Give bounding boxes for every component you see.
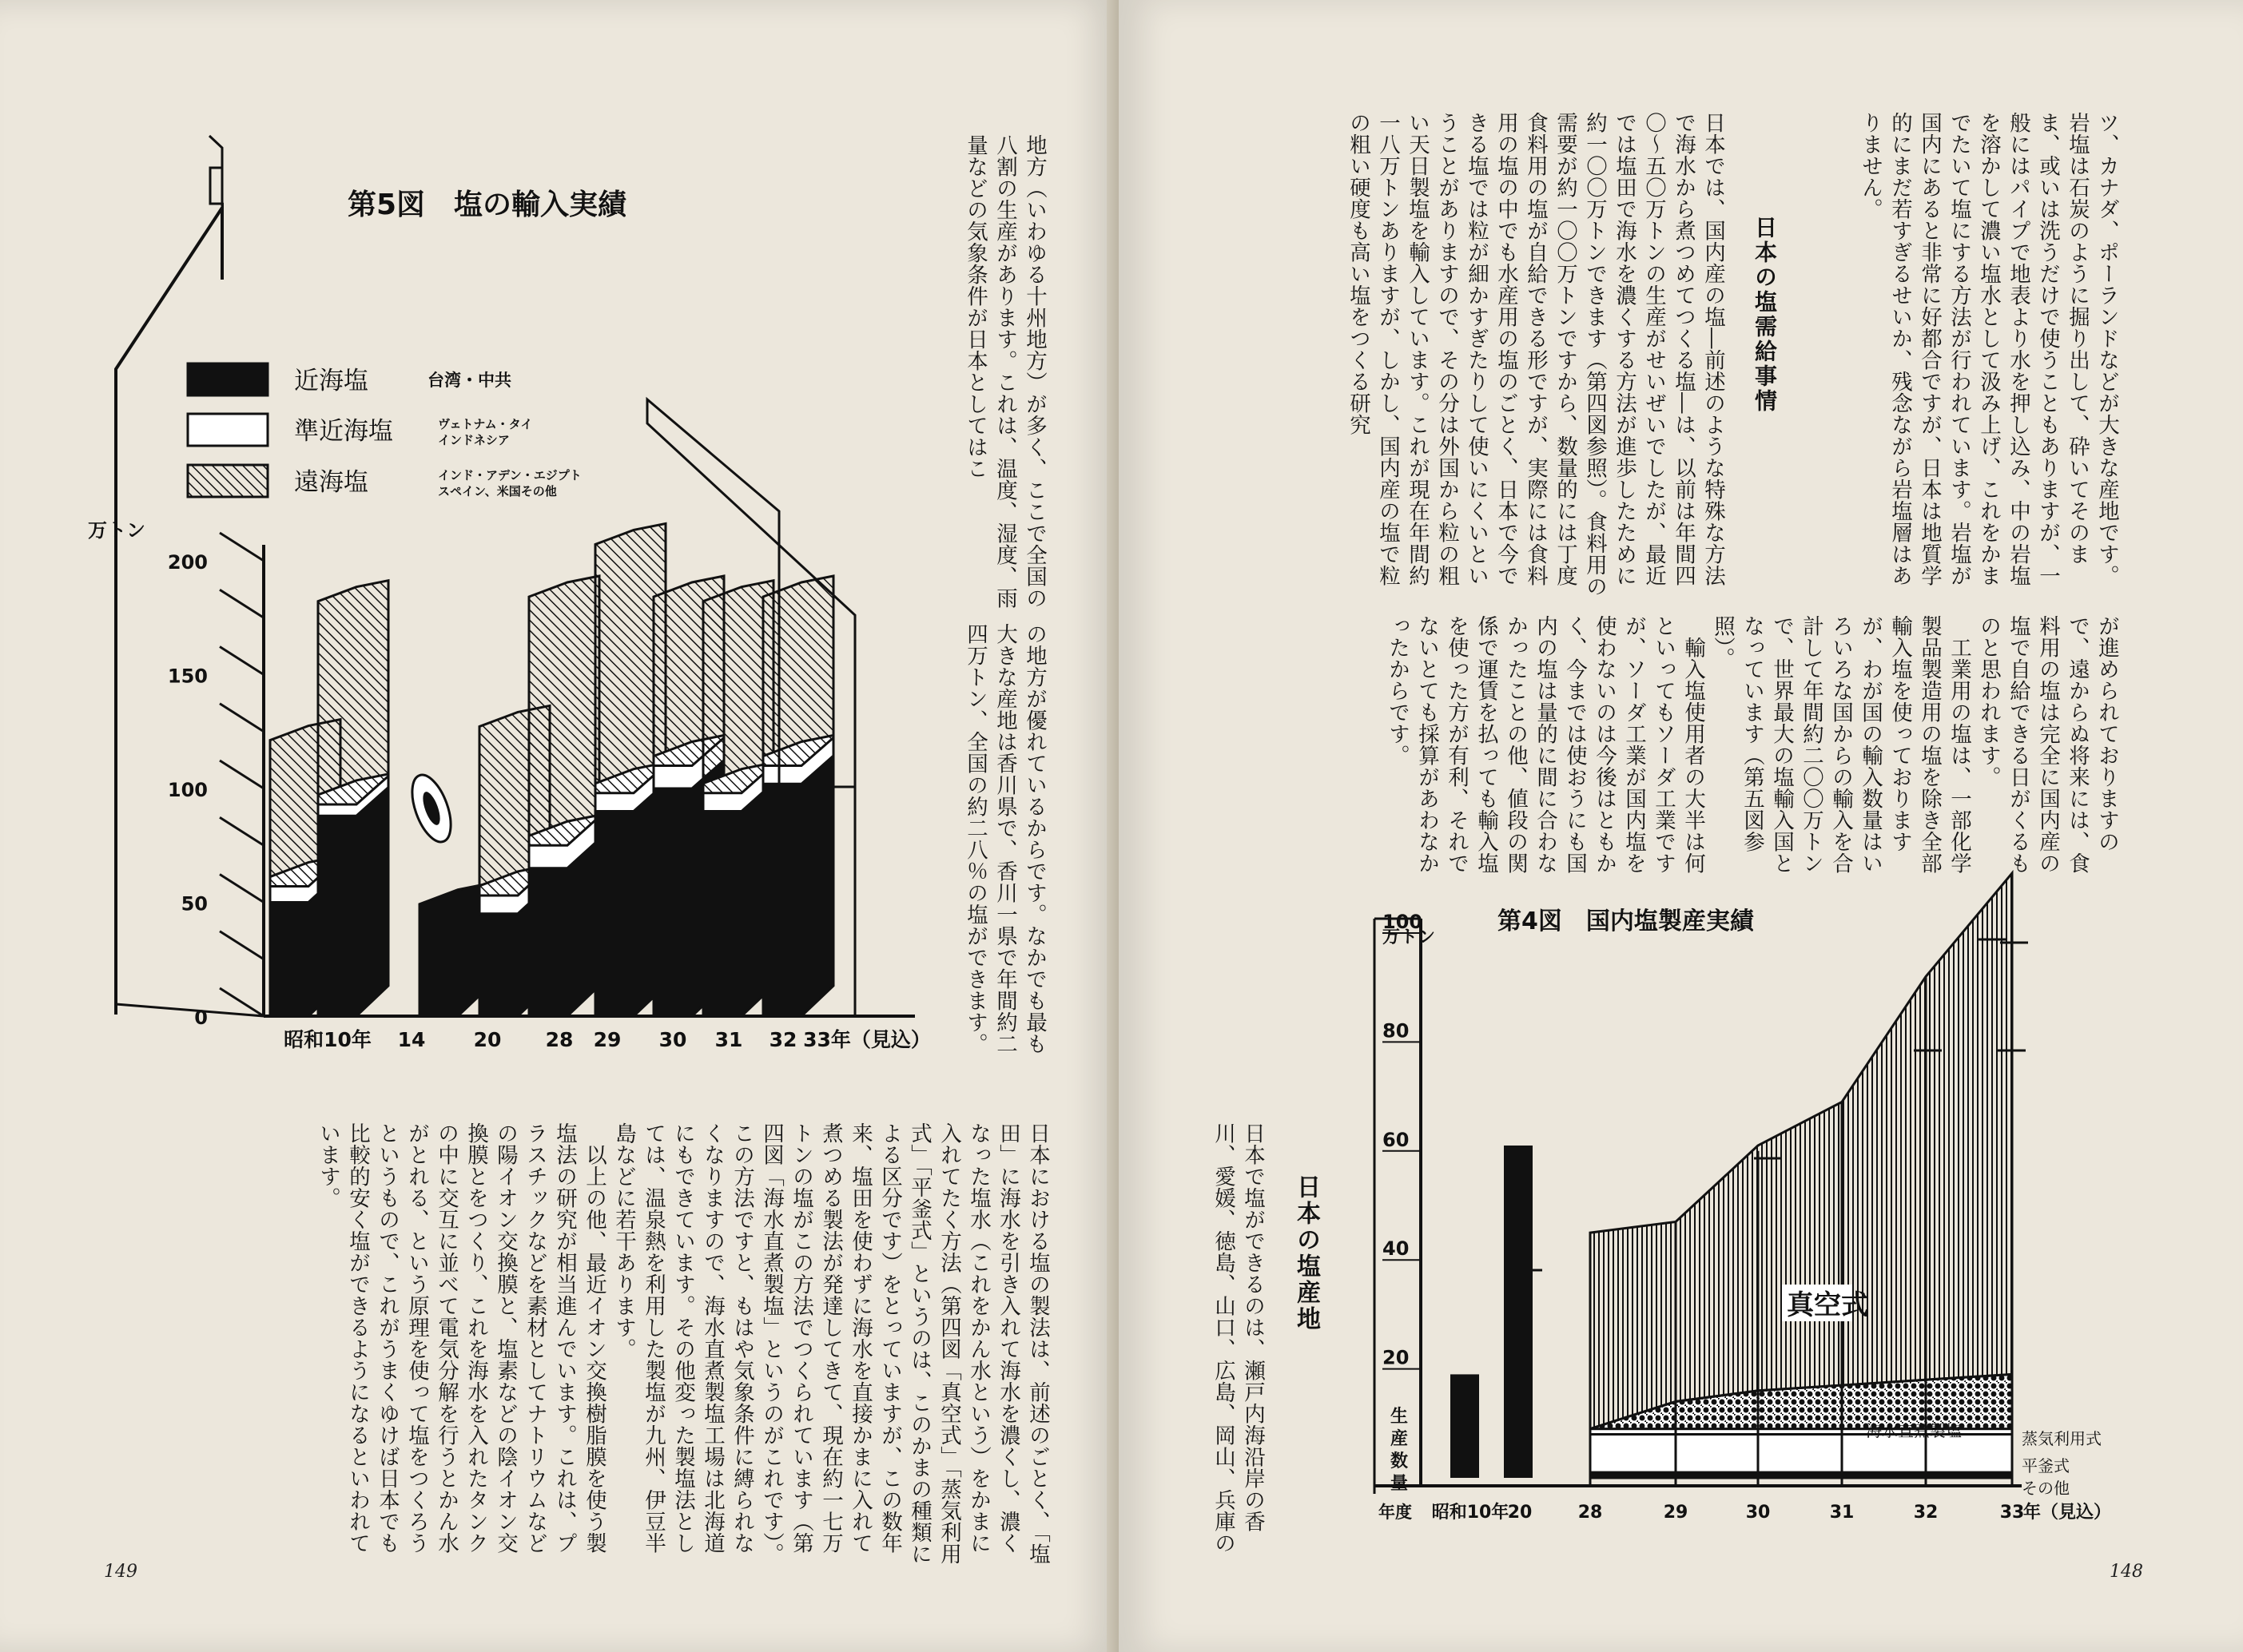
fig5-grid-175 bbox=[220, 590, 264, 618]
fig4-bar-0 bbox=[1450, 1374, 1479, 1478]
fig4-tick-40: 40 bbox=[1382, 1237, 1410, 1261]
fig5-tick-150: 150 bbox=[167, 665, 208, 688]
fig5-bar-8-2 bbox=[763, 576, 833, 766]
heading-salt-production: 日本の塩産地 bbox=[1292, 1174, 1320, 1332]
fig5-xlabel-0: 昭和10年 bbox=[284, 1028, 372, 1051]
fig5-y-unit: 万トン bbox=[88, 519, 145, 542]
fig5-tick-100: 100 bbox=[167, 779, 208, 801]
fig5-bar-1-0 bbox=[318, 785, 388, 1016]
fig5-xlabel-5: 30 bbox=[658, 1028, 687, 1051]
fig4-tick-100: 100 bbox=[1382, 911, 1423, 933]
fig5-legend-swatch-2 bbox=[188, 465, 268, 497]
fig4-area-真空式 bbox=[1590, 873, 2012, 1429]
fig4-label-direct: 海水直煮製塩 bbox=[1866, 1421, 1962, 1440]
fig5-xlabel-7: 32 bbox=[769, 1028, 797, 1051]
fig5-grid-100 bbox=[220, 760, 264, 788]
page-148 bbox=[1119, 0, 2243, 1652]
fig5-xlabel-2: 20 bbox=[473, 1028, 502, 1051]
fig5-title: 第5図 塩の輸入実績 bbox=[348, 189, 627, 221]
fig5-legend-note1-1: ヴェトナム・タイ bbox=[438, 417, 533, 431]
fig5-grid-125 bbox=[220, 704, 264, 732]
fig4-xlabel-5: 31 bbox=[1829, 1503, 1855, 1523]
fig5-bar-8-0 bbox=[763, 753, 833, 1016]
page-number-148: 148 bbox=[2110, 1562, 2143, 1582]
fig4-x-suffix: 年（見込） bbox=[2023, 1503, 2112, 1523]
fig4-label-flatpan: 平釜式 bbox=[2022, 1456, 2070, 1475]
fig4-ylabel-char-1: 産 bbox=[1390, 1429, 1409, 1449]
fig5-grid-75 bbox=[220, 817, 264, 845]
left-upper-text-2: の地方が優れているからです。なかでも最も大きな産地は香川県で、香川一県で年間約二四万トン、全国の約二八％の塩ができます。 bbox=[963, 623, 1047, 1054]
heading-salt-supply: 日本の塩需給事情 bbox=[1752, 216, 1778, 414]
right-lower-right-text: が進められておりますので、遠からぬ将来には、食料用の塩は完全に国内産の塩で自給できる日がくるものと思われます。 工業用の塩は、一部化学製品製造用の塩を除き全部輸入塩を使っておりますが、わが国の輸入数量はいろいろな国からの輸入を合計して年間約二〇〇万トンで、世界最大の塩輸入国となっています（第五図参照）。 輸入塩使用者の大半は何といってもソーダ工業ですが、ソーダ工業が国内塩を使わないのは今後はともかく、今までは使おうにも国内の塩は量的に間に合わなかったことの他、値段の関係で運賃を払っても輸入塩を使った方が有利、それでないとても採算があわなかったからです。 bbox=[1385, 615, 2119, 874]
fig4-tick-80: 80 bbox=[1382, 1019, 1410, 1042]
fig5-legend-swatch-0 bbox=[188, 363, 268, 395]
fig4-xlabel-1: 20 bbox=[1507, 1503, 1533, 1523]
fig5-bar-1-2 bbox=[318, 581, 388, 804]
fig4-production-chart bbox=[1119, 0, 2243, 1652]
page-number-149: 149 bbox=[104, 1562, 137, 1582]
fig5-xlabel-3: 28 bbox=[545, 1028, 574, 1051]
fig4-xlabel-6: 32 bbox=[1913, 1503, 1939, 1523]
fig5-wall-cap bbox=[210, 168, 222, 204]
fig5-legend-swatch-1 bbox=[188, 414, 268, 446]
fig5-tick-50: 50 bbox=[181, 892, 208, 915]
fig5-legend-note-0: 台湾・中共 bbox=[428, 371, 511, 390]
fig4-title: 第4図 国内塩製産実績 bbox=[1497, 907, 1754, 935]
fig4-ylabel-char-0: 生 bbox=[1390, 1407, 1409, 1427]
fig5-legend-note1-2: インド・アデン・エジプト bbox=[438, 468, 582, 482]
fig4-ylabel-char-2: 数 bbox=[1390, 1451, 1409, 1471]
fig5-legend-label-2: 遠海塩 bbox=[294, 468, 368, 497]
fig4-xlabel-7: 33 bbox=[1999, 1503, 2025, 1523]
fig5-xlabel-4: 29 bbox=[593, 1028, 622, 1051]
fig5-legend-note2-2: スペイン、米国その他 bbox=[438, 484, 557, 498]
right-upper-intro: ツ、カナダ、ポーランドなどが大きな産地です。岩塩は石炭のように掘り出して、砕いてそのまま、或いは洗うだけで使うこともありますが、一般にはパイプで地表より水を押し込み、中の岩塩を溶かして濃い塩水として汲み上げ、これをかまでたいて塩にする方法が行われています。岩塩が国内にあると非常に好都合ですが、日本は地質学的にまだ若すぎるせいか、残念ながら岩塩層はありません。 bbox=[1858, 112, 2119, 586]
fig5-legend-label-0: 近海塩 bbox=[294, 367, 368, 395]
fig4-xlabel-4: 30 bbox=[1745, 1503, 1771, 1523]
fig4-xlabel-0: 昭和10年 bbox=[1431, 1503, 1509, 1523]
left-upper-text-1: 地方（いわゆる十州地方）が多く、ここで全国の八割の生産があります。これは、温度、湿度、雨量などの気象条件が日本としてはこ bbox=[963, 134, 1047, 609]
fig5-grid-200 bbox=[220, 533, 264, 561]
fig5-grid-150 bbox=[220, 647, 264, 675]
right-lower-left-text: 日本で塩ができるのは、瀬戸内海沿岸の香川、愛媛、徳島、山口、広島、岡山、兵庫の bbox=[1211, 1122, 1265, 1554]
fig5-xlabel-6: 31 bbox=[714, 1028, 743, 1051]
fig4-xlabel-3: 29 bbox=[1663, 1503, 1688, 1523]
fig4-bar-1 bbox=[1504, 1146, 1533, 1478]
fig4-ylabel-char-3: 量 bbox=[1390, 1474, 1409, 1494]
fig5-floor-edge bbox=[116, 1004, 264, 1016]
fig4-xlabel-2: 28 bbox=[1577, 1503, 1603, 1523]
fig5-legend-label-1: 準近海塩 bbox=[294, 417, 393, 446]
fig4-y-unit: 万トン bbox=[1382, 927, 1436, 947]
fig5-legend-note2-1: インドネシア bbox=[438, 433, 510, 447]
fig4-tick-60: 60 bbox=[1382, 1128, 1410, 1151]
fig5-grid-25 bbox=[220, 931, 264, 959]
left-lower-text: 日本における塩の製法は、前述のごとく、「塩田」に海水を引き入れて海水を濃くし、濃くなった塩水（これをかん水という）をかまに入れてたく方法（第四図「真空式」「蒸気利用式」「平釜式」というのは、このかまの種類による区分です）をとっていますが、この数年来、塩田を使わずに海水を直接かまに入れて煮つめる製法が発達してきて、現在約一七万トンの塩がこの方法でつくられています（第四図「海水直煮製塩」というのがこれです）。この方法ですと、もはや気象条件に縛られなくなりますので、海水直煮製塩工場は北海道にもできています。その他変った製塩法としては、温泉熱を利用した製塩が九州、伊豆半島などに若干あります。 以上の他、最近イオン交換樹脂膜を使う製塩法の研究が相当進んでいます。これは、プラスチックなどを素材としてナトリウムなどの陽イオン交換膜と、塩素などの陰イオン交換膜とをつくり、これを海水を入れたタンクの中に交互に並べて電気分解を行うとかん水がとれる、という原理を使って塩をつくろうというもので、これがうまくゆけば日本でも比較的安く塩ができるようになるといわれています。 bbox=[316, 1122, 1050, 1565]
fig4-tick-20: 20 bbox=[1382, 1346, 1410, 1369]
fig5-tick-0: 0 bbox=[194, 1007, 208, 1029]
fig5-tick-200: 200 bbox=[167, 551, 208, 574]
page-149 bbox=[0, 0, 1119, 1652]
fig4-label-vacuum: 真空式 bbox=[1787, 1289, 1868, 1321]
fig5-xlabel-8: 33年（見込） bbox=[803, 1028, 931, 1051]
fig5-bar-4-2 bbox=[529, 576, 599, 845]
fig4-label-steam: 蒸気利用式 bbox=[2022, 1429, 2102, 1448]
fig4-label-other: その他 bbox=[2022, 1479, 2070, 1498]
fig4-x-prefix: 年度 bbox=[1378, 1503, 1412, 1522]
fig5-xlabel-1: 14 bbox=[397, 1028, 426, 1051]
fig5-grid-50 bbox=[220, 875, 264, 903]
right-upper-supply: 日本では、国内産の塩―前述のような特殊な方法で海水から煮つめてつくる塩―は、以前は年間四〇～五〇万トンの生産がせいぜいでしたが、最近では塩田で海水を濃くする方法が進歩したために約一〇〇万トンできます（第四図参照）。食料用の需要が約一〇〇万トンですから、数量的には丁度食料用の塩が自給できる形ですが、実際には食料用の塩の中でも水産用の塩のごとく、日本で今できる塩では粒が細かすぎたりして使いにくいということがありますので、その分は外国から粒の粗い天日製塩を輸入しています。これが現在年間約一八万トンありますが、しかし、国内産の塩で粒の粗い硬度も高い塩をつくる研究 bbox=[1346, 112, 1725, 598]
